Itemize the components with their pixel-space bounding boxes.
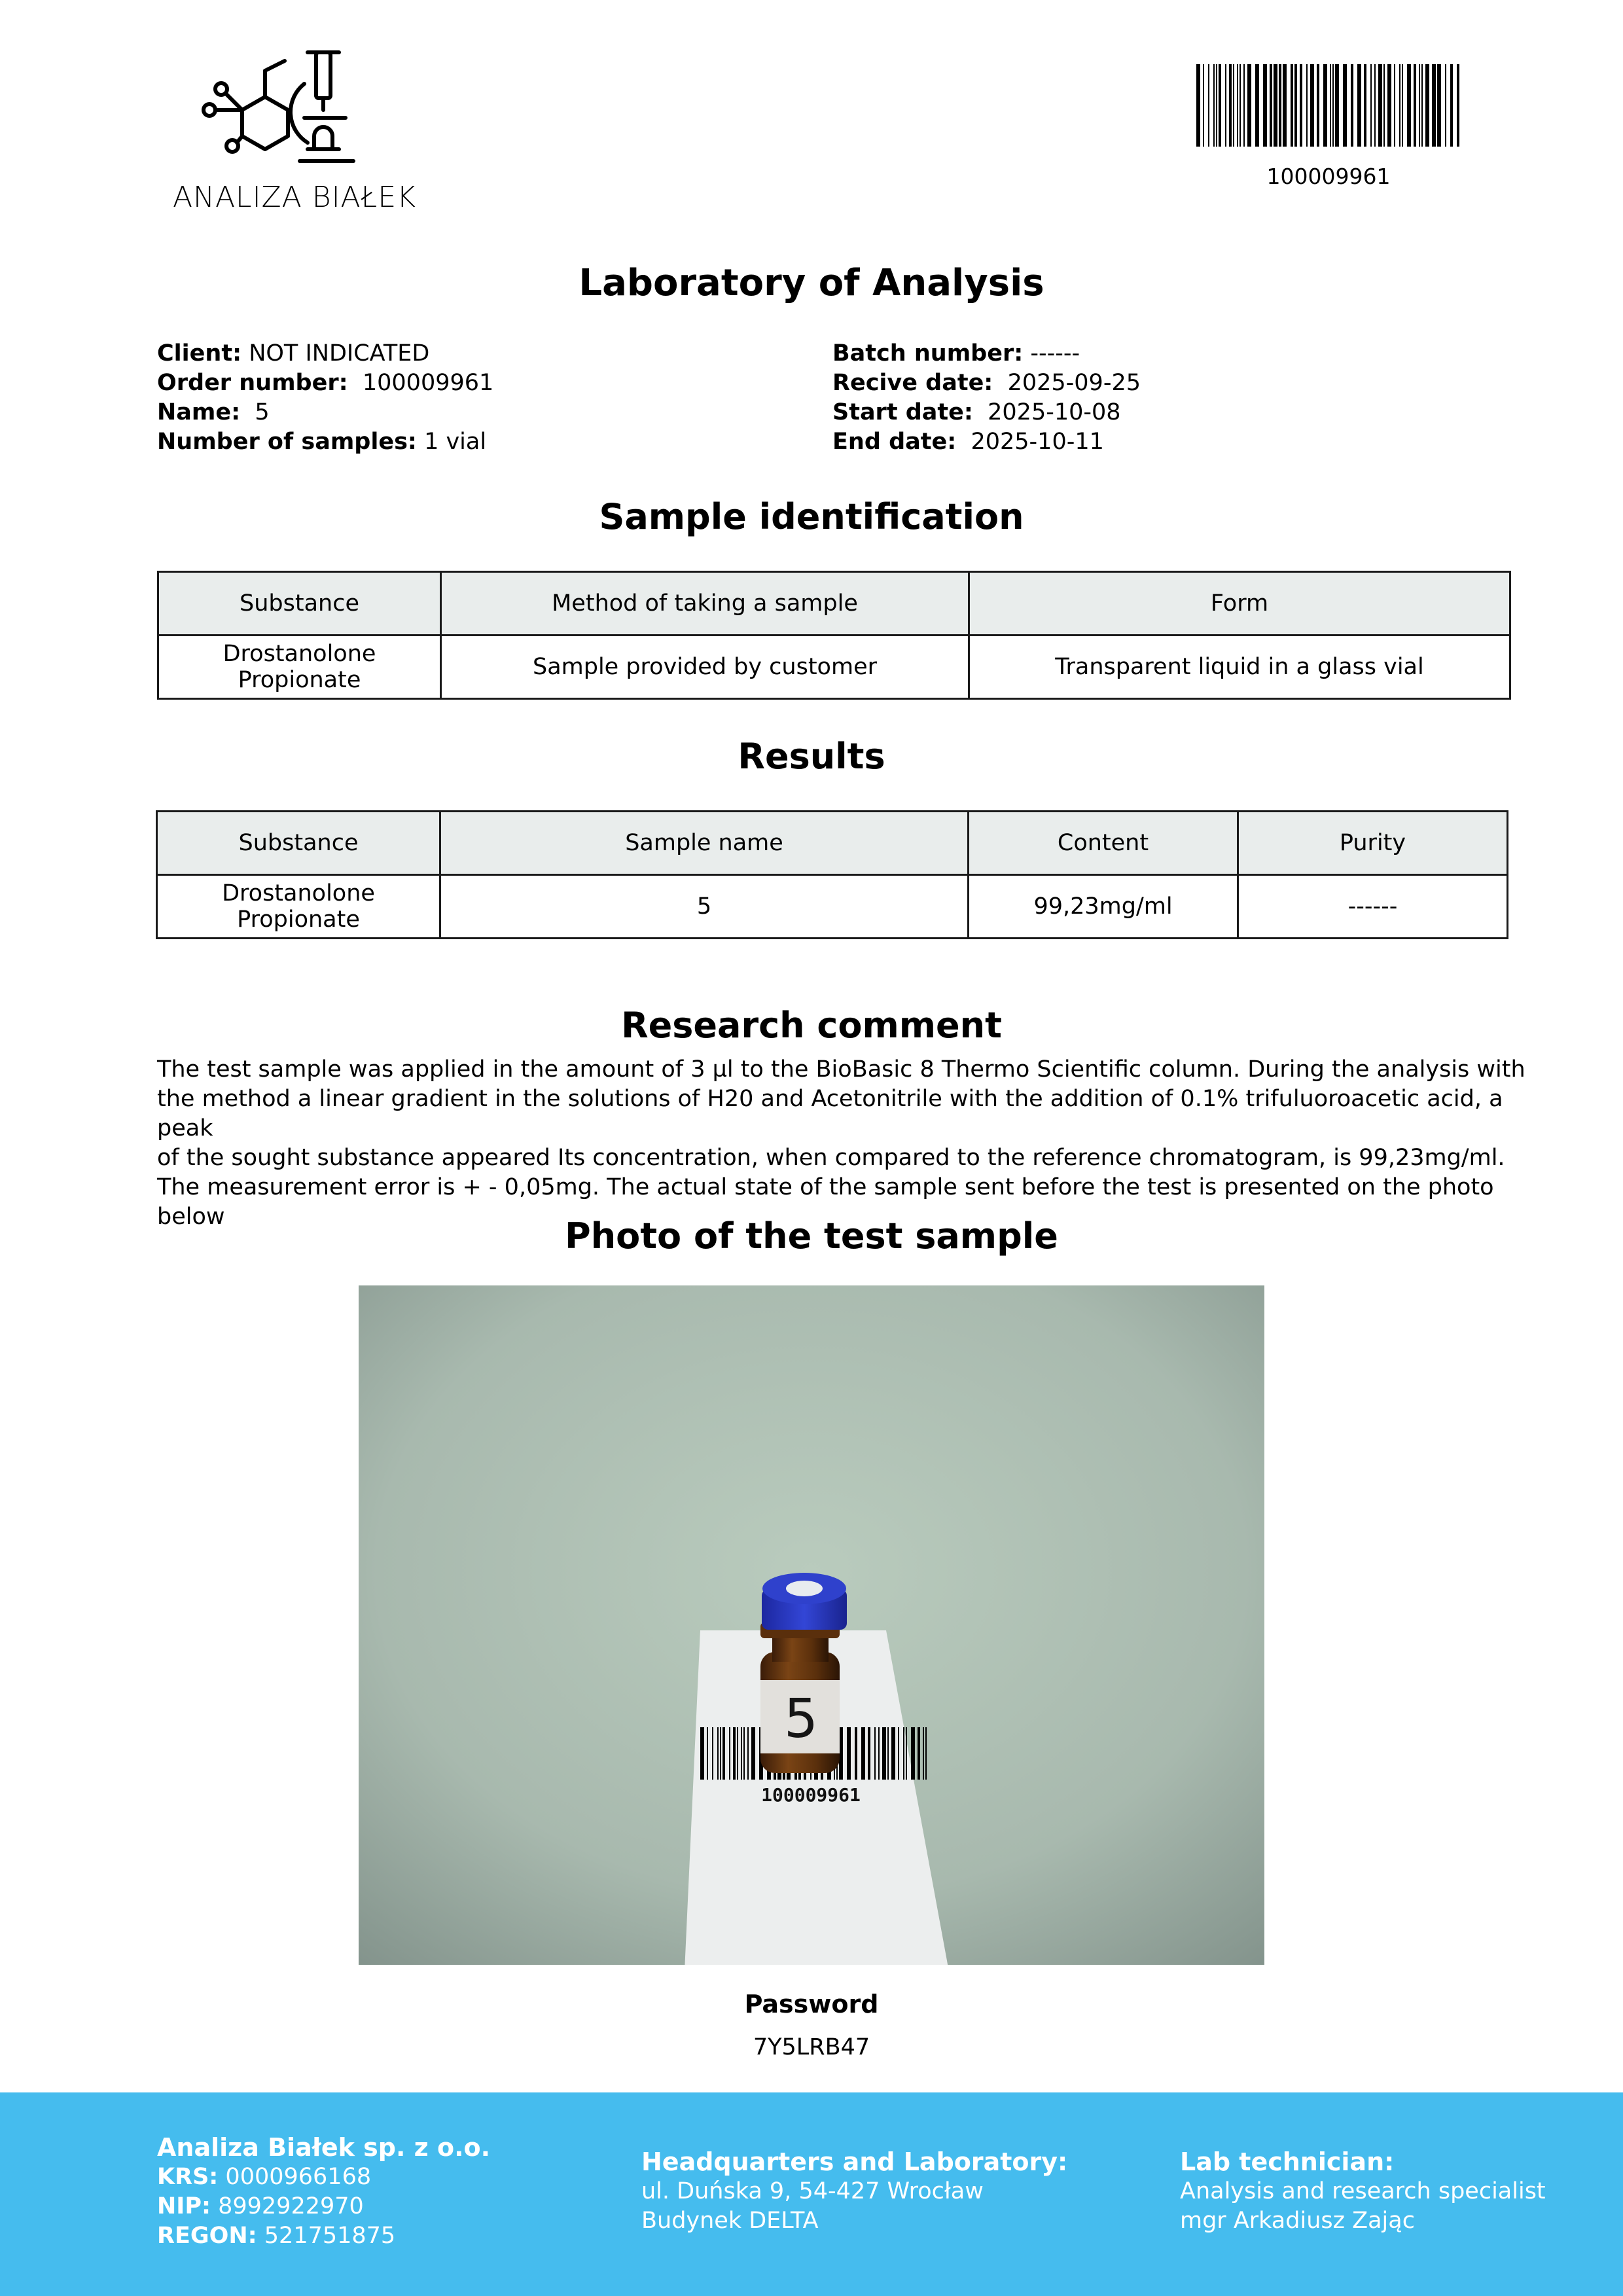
end-row bbox=[832, 427, 1474, 457]
table-cell: Drostanolone Propionate bbox=[158, 636, 441, 699]
barcode-bar bbox=[1274, 64, 1277, 147]
recive-value: 2025-09-25 bbox=[1007, 370, 1141, 396]
barcode-bar bbox=[1425, 64, 1429, 147]
barcode-bar bbox=[1437, 64, 1441, 147]
barcode-bar bbox=[1332, 64, 1334, 147]
barcode-bar bbox=[1364, 64, 1366, 147]
order-label: Order number: bbox=[157, 370, 348, 396]
table-cell: 99,23mg/ml bbox=[969, 875, 1238, 939]
info-right bbox=[832, 339, 1474, 457]
barcode-bar bbox=[1279, 64, 1281, 147]
barcode-bar bbox=[1216, 64, 1217, 147]
end-label: End date: bbox=[832, 429, 957, 455]
barcode-bar bbox=[1335, 64, 1339, 147]
comment-line: of the sought substance appeared Its concentration, when compared to the reference chromatogram, is 99,23mg/ml. bbox=[157, 1145, 1505, 1171]
barcode-bar bbox=[1414, 64, 1416, 147]
barcode-bar bbox=[1310, 64, 1314, 147]
barcode-bar bbox=[1394, 64, 1395, 147]
barcode-bar bbox=[1243, 64, 1245, 147]
krs-value: 0000966168 bbox=[225, 2164, 372, 2190]
table-cell: ------ bbox=[1238, 875, 1508, 939]
comment-line: The test sample was applied in the amount of 3 µl to the BioBasic 8 Thermo Scientific column. During the analysis with bbox=[157, 1056, 1525, 1083]
barcode-bar bbox=[1229, 64, 1232, 147]
research-comment-text bbox=[157, 1055, 1538, 1232]
company-logo bbox=[157, 45, 432, 221]
nip-value: 8992922970 bbox=[218, 2193, 364, 2219]
samples-value: 1 vial bbox=[424, 429, 487, 455]
barcode-bar bbox=[1306, 64, 1308, 147]
recive-label: Recive date: bbox=[832, 370, 993, 396]
sample-identification-table bbox=[157, 571, 1511, 700]
barcode-bar bbox=[1208, 64, 1209, 147]
table-cell: Sample provided by customer bbox=[441, 636, 969, 699]
barcode-bar bbox=[1330, 64, 1331, 147]
barcode-bar bbox=[1419, 64, 1420, 147]
krs-label: KRS: bbox=[157, 2164, 219, 2190]
barcode-bar bbox=[868, 1727, 870, 1780]
barcode-bar bbox=[898, 1727, 899, 1780]
barcode-bar bbox=[1351, 64, 1353, 147]
research-comment-heading: Research comment bbox=[621, 1005, 1002, 1046]
comment-line: The measurement error is + - 0,05mg. The actual state of the sample sent before the test is presented on the photo below bbox=[157, 1174, 1494, 1230]
tech-title: Lab technician: bbox=[1180, 2147, 1395, 2176]
batch-value: ------ bbox=[1030, 340, 1080, 367]
barcode-bar bbox=[733, 1727, 736, 1780]
barcode-bar bbox=[737, 1727, 738, 1780]
samples-row bbox=[157, 427, 798, 457]
batch-row bbox=[832, 339, 1474, 368]
recive-row bbox=[832, 368, 1474, 398]
barcode-bar bbox=[1300, 64, 1302, 147]
end-value: 2025-10-11 bbox=[971, 429, 1104, 455]
barcode-bar bbox=[1450, 64, 1453, 147]
barcode-bar bbox=[1407, 64, 1411, 147]
hq-building-line: Budynek DELTA bbox=[641, 2208, 819, 2234]
start-label: Start date: bbox=[832, 399, 973, 425]
start-row bbox=[832, 398, 1474, 427]
barcode bbox=[1196, 64, 1461, 147]
results-heading: Results bbox=[738, 736, 885, 777]
name-row bbox=[157, 398, 798, 427]
logo-wordmark: ANALIZA BIAŁEK bbox=[172, 181, 417, 214]
name-value: 5 bbox=[255, 399, 270, 425]
photo-heading: Photo of the test sample bbox=[565, 1215, 1058, 1257]
nip-label: NIP: bbox=[157, 2193, 211, 2219]
tech-role: Analysis and research specialist bbox=[1180, 2178, 1546, 2204]
barcode-bar bbox=[1432, 64, 1436, 147]
barcode-bar bbox=[861, 1727, 865, 1780]
barcode-bar bbox=[747, 1727, 749, 1780]
molecule-microscope-icon bbox=[196, 45, 393, 175]
barcode-bar bbox=[1374, 64, 1376, 147]
column-header: Method of taking a sample bbox=[441, 572, 969, 636]
barcode-bar bbox=[1247, 64, 1251, 147]
tag-number: 100009961 bbox=[761, 1784, 861, 1806]
barcode-bar bbox=[855, 1727, 857, 1780]
barcode-bar bbox=[874, 1727, 876, 1780]
batch-label: Batch number: bbox=[832, 340, 1024, 367]
barcode-bar bbox=[1387, 64, 1391, 147]
barcode-bar bbox=[751, 1727, 755, 1780]
barcode-bar bbox=[903, 1727, 904, 1780]
start-value: 2025-10-08 bbox=[988, 399, 1121, 425]
table-row bbox=[157, 875, 1508, 939]
table-cell: Drostanolone Propionate bbox=[157, 875, 440, 939]
barcode-bar bbox=[1219, 64, 1221, 147]
table-row bbox=[158, 636, 1510, 699]
barcode-bar bbox=[906, 1727, 907, 1780]
barcode-bar bbox=[1240, 64, 1241, 147]
barcode-bar bbox=[1263, 64, 1267, 147]
barcode-bar bbox=[1233, 64, 1234, 147]
vial-label: 5 bbox=[783, 1688, 819, 1750]
vial-cap bbox=[762, 1573, 847, 1630]
barcode-bar bbox=[1270, 64, 1272, 147]
barcode-bar bbox=[729, 1727, 730, 1780]
column-header: Substance bbox=[158, 572, 441, 636]
tech-name: mgr Arkadiusz Zając bbox=[1180, 2208, 1415, 2234]
regon-value: 521751875 bbox=[264, 2223, 396, 2249]
barcode-bar bbox=[717, 1727, 719, 1780]
barcode-bar bbox=[891, 1727, 895, 1780]
comment-line: the method a linear gradient in the solutions of H20 and Acetonitrile with the addition of 0.1% trifuluoroacetic acid, a peak bbox=[157, 1086, 1503, 1141]
order-value: 100009961 bbox=[362, 370, 494, 396]
client-label: Client: bbox=[157, 340, 242, 367]
barcode-bar bbox=[1203, 64, 1204, 147]
barcode-bar bbox=[1317, 64, 1319, 147]
client-row bbox=[157, 339, 798, 368]
barcode-bar bbox=[1457, 64, 1459, 147]
client-value: NOT INDICATED bbox=[249, 340, 430, 367]
footer-company-info bbox=[157, 2133, 490, 2251]
barcode-bar bbox=[1383, 64, 1385, 147]
barcode-bar bbox=[911, 1727, 915, 1780]
company-name: Analiza Białek sp. z o.o. bbox=[157, 2133, 491, 2162]
table-header-row bbox=[158, 572, 1510, 636]
sample-photo bbox=[359, 1285, 1264, 1965]
barcode-bar bbox=[722, 1727, 725, 1780]
barcode-bar bbox=[1196, 64, 1200, 147]
password-label: Password bbox=[744, 1990, 879, 2018]
hq-title: Headquarters and Laboratory: bbox=[641, 2147, 1068, 2176]
barcode-bar bbox=[1291, 64, 1293, 147]
barcode-bar bbox=[1225, 64, 1226, 147]
results-table bbox=[156, 810, 1508, 939]
footer-lab-technician bbox=[1180, 2147, 1546, 2236]
barcode-bar bbox=[1237, 64, 1238, 147]
krs-row bbox=[157, 2162, 490, 2192]
column-header: Substance bbox=[157, 812, 440, 875]
order-row bbox=[157, 368, 798, 398]
barcode-number: 100009961 bbox=[1266, 164, 1391, 189]
barcode-bar bbox=[918, 1727, 920, 1780]
regon-row bbox=[157, 2221, 490, 2251]
barcode-bar bbox=[712, 1727, 713, 1780]
barcode-bar bbox=[847, 1727, 851, 1780]
password-value: 7Y5LRB47 bbox=[753, 2034, 870, 2060]
footer-headquarters bbox=[641, 2147, 1067, 2236]
hq-address-line: ul. Duńska 9, 54-427 Wrocław bbox=[641, 2178, 984, 2204]
barcode-bar bbox=[700, 1727, 704, 1780]
regon-label: REGON: bbox=[157, 2223, 257, 2249]
barcode-bar bbox=[741, 1727, 742, 1780]
name-label: Name: bbox=[157, 399, 241, 425]
glass-vial bbox=[760, 1623, 840, 1773]
barcode-bar bbox=[1402, 64, 1403, 147]
barcode-bar bbox=[1283, 64, 1287, 147]
barcode-bar bbox=[1399, 64, 1400, 147]
barcode-bar bbox=[887, 1727, 889, 1780]
barcode-bar bbox=[1378, 64, 1382, 147]
barcode-bar bbox=[882, 1727, 886, 1780]
barcode-bar bbox=[1445, 64, 1446, 147]
table-cell: Transparent liquid in a glass vial bbox=[969, 636, 1510, 699]
table-header-row bbox=[157, 812, 1508, 875]
column-header: Content bbox=[969, 812, 1238, 875]
barcode-bar bbox=[923, 1727, 924, 1780]
nip-row bbox=[157, 2192, 490, 2221]
column-header: Form bbox=[969, 572, 1510, 636]
page-title: Laboratory of Analysis bbox=[579, 262, 1044, 304]
column-header: Purity bbox=[1238, 812, 1508, 875]
barcode-bar bbox=[707, 1727, 708, 1780]
barcode-bar bbox=[1421, 64, 1423, 147]
barcode-bar bbox=[1213, 64, 1215, 147]
samples-label: Number of samples: bbox=[157, 429, 417, 455]
barcode-bar bbox=[1357, 64, 1361, 147]
barcode-bar bbox=[1294, 64, 1297, 147]
footer bbox=[0, 2092, 1623, 2296]
column-header: Sample name bbox=[440, 812, 969, 875]
barcode-bar bbox=[1343, 64, 1347, 147]
barcode-bar bbox=[1323, 64, 1327, 147]
barcode-bar bbox=[1370, 64, 1372, 147]
barcode-bar bbox=[878, 1727, 880, 1780]
sample-identification-heading: Sample identification bbox=[599, 496, 1024, 537]
barcode-bar bbox=[720, 1727, 721, 1780]
info-left bbox=[157, 339, 798, 457]
barcode-bar bbox=[743, 1727, 745, 1780]
barcode-bar bbox=[925, 1727, 927, 1780]
table-cell: 5 bbox=[440, 875, 969, 939]
barcode-bar bbox=[1255, 64, 1259, 147]
